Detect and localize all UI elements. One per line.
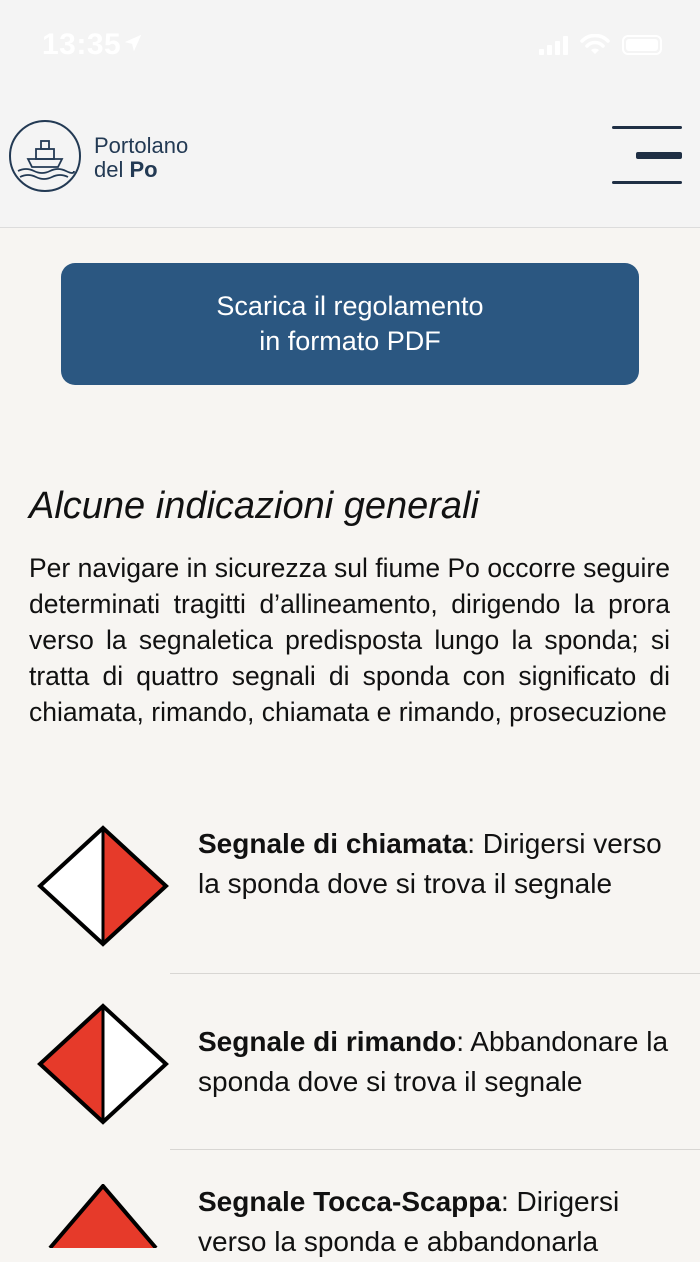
logo-prefix: del xyxy=(94,157,130,182)
logo-line-1: Portolano xyxy=(94,133,189,158)
signal-text: : Dirigersi verso la sponda e abbandonarla xyxy=(198,1186,620,1257)
signal-description xyxy=(198,1182,688,1262)
download-line-2: in formato PDF xyxy=(259,326,441,356)
logo-line-2 xyxy=(94,158,188,182)
signal-call-icon xyxy=(36,824,170,948)
logo-bold: Po xyxy=(129,157,158,182)
signal-description xyxy=(198,824,688,904)
signal-text: : Abbandonare la sponda dove si trova il segnale xyxy=(198,1026,669,1097)
signal-description xyxy=(198,1022,688,1102)
status-bar xyxy=(0,0,700,90)
signal-name: Segnale di chiamata xyxy=(198,828,468,859)
download-pdf-button[interactable] xyxy=(61,263,639,385)
signal-name: Segnale di rimando xyxy=(198,1026,457,1057)
status-time: 13:35 xyxy=(42,28,122,61)
menu-button[interactable] xyxy=(612,126,684,186)
boat-logo-icon[interactable] xyxy=(8,119,82,193)
app-header xyxy=(0,90,700,228)
battery-icon xyxy=(622,35,662,55)
signal-touch-escape-icon xyxy=(36,1184,170,1248)
wifi-icon xyxy=(580,34,610,56)
menu-line-top xyxy=(612,126,682,129)
divider xyxy=(170,1149,700,1150)
divider xyxy=(170,973,700,974)
menu-line-bottom xyxy=(612,181,682,184)
menu-line-middle xyxy=(636,152,682,159)
cellular-signal-icon xyxy=(539,35,568,55)
signal-text: : Dirigersi verso la sponda dove si trova il segnale xyxy=(198,828,662,899)
status-indicators xyxy=(539,34,662,56)
intro-paragraph: Per navigare in sicurezza sul fiume Po occorre seguire determinati tragitti d’allineamento, dirigendo la prora verso la segnaletica predisposta lungo la sponda; si tratta di quattro segnali di sponda con significato di chiamata, rimando, chiamata e rimando, prosecuzione xyxy=(29,553,670,727)
download-line-1: Scarica il regolamento xyxy=(216,291,484,321)
signal-name: Segnale Tocca-Scappa xyxy=(198,1186,501,1217)
section-title: Alcune indicazioni generali xyxy=(29,485,479,527)
signal-return-icon xyxy=(36,1002,170,1126)
location-arrow-icon xyxy=(122,32,144,54)
app-logo-text[interactable] xyxy=(94,134,188,182)
